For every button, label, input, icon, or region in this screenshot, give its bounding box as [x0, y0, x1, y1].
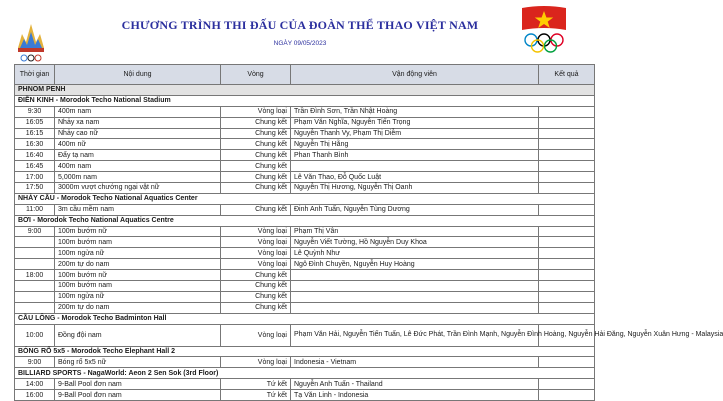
venue-row — [15, 95, 595, 106]
venue-label: BÓNG RỔ 5x5 - Morodok Techo Elephant Hall 2 — [15, 346, 595, 357]
event-content: Nhảy xa nam — [55, 117, 221, 128]
event-content: 200m tự do nam — [55, 259, 221, 270]
event-round: Chung kết — [221, 139, 291, 150]
event-athletes: Nguyễn Thanh Vy, Phạm Thị Diễm — [291, 128, 539, 139]
event-round: Chung kết — [221, 117, 291, 128]
region-label: PHNOM PENH — [15, 85, 595, 96]
event-athletes — [291, 302, 539, 313]
header-content: Nội dung — [55, 65, 221, 85]
event-athletes: Phạm Văn Hải, Nguyễn Tiến Tuấn, Lê Đức Phát, Trần Đình Mạnh, Nguyễn Đình Hoàng, Nguyễn Hải Đăng, Nguyễn Xuân Hưng - Malaysia — [291, 324, 539, 346]
venue-row — [15, 313, 595, 324]
venue-label: ĐIỀN KINH - Morodok Techo National Stadium — [15, 95, 595, 106]
event-content: 100m ngửa nữ — [55, 248, 221, 259]
event-content: 400m nam — [55, 106, 221, 117]
event-athletes: Nguyễn Thị Hằng — [291, 139, 539, 150]
event-result — [539, 161, 595, 172]
header-athletes: Vận động viên — [291, 65, 539, 85]
event-time: 9:00 — [15, 357, 55, 368]
event-round: Tứ kết — [221, 379, 291, 390]
event-athletes: Lê Văn Thao, Đỗ Quốc Luật — [291, 172, 539, 183]
table-row — [15, 226, 595, 237]
event-time: 10:00 — [15, 324, 55, 346]
event-content: 100m ngửa nữ — [55, 291, 221, 302]
table-row — [15, 324, 595, 346]
event-athletes: Lê Quỳnh Như — [291, 248, 539, 259]
table-row — [15, 237, 595, 248]
table-row — [15, 281, 595, 292]
event-result — [539, 237, 595, 248]
event-time: 17:50 — [15, 183, 55, 194]
event-round: Vòng loại — [221, 259, 291, 270]
event-time: 11:00 — [15, 204, 55, 215]
event-result — [539, 183, 595, 194]
page-title: CHƯƠNG TRÌNH THI ĐẤU CỦA ĐOÀN THỂ THAO VIỆT NAM — [121, 18, 479, 32]
event-athletes: Nguyễn Thị Hương, Nguyễn Thị Oanh — [291, 183, 539, 194]
event-content: 9-Ball Pool đơn nam — [55, 390, 221, 401]
event-time: 16:30 — [15, 139, 55, 150]
event-content: 200m tự do nam — [55, 302, 221, 313]
event-result — [539, 106, 595, 117]
table-row — [15, 302, 595, 313]
table-row — [15, 291, 595, 302]
table-row — [15, 183, 595, 194]
event-round: Chung kết — [221, 128, 291, 139]
table-row — [15, 204, 595, 215]
event-athletes: Tạ Văn Linh - Indonesia — [291, 390, 539, 401]
event-time: 16:15 — [15, 128, 55, 139]
venue-label: CẦU LÔNG - Morodok Techo Badminton Hall — [15, 313, 595, 324]
event-round: Chung kết — [221, 291, 291, 302]
event-result — [539, 390, 595, 401]
event-time — [15, 281, 55, 292]
table-row — [15, 259, 595, 270]
event-content: 3m cầu mềm nam — [55, 204, 221, 215]
table-row — [15, 161, 595, 172]
event-round: Chung kết — [221, 161, 291, 172]
event-athletes: Nguyễn Anh Tuấn - Thailand — [291, 379, 539, 390]
venue-row — [15, 215, 595, 226]
event-result — [539, 291, 595, 302]
table-row — [15, 128, 595, 139]
event-athletes: Indonesia - Vietnam — [291, 357, 539, 368]
event-content: 100m bướm nam — [55, 281, 221, 292]
event-time: 9:30 — [15, 106, 55, 117]
event-round: Chung kết — [221, 204, 291, 215]
event-time: 16:00 — [15, 390, 55, 401]
event-time — [15, 237, 55, 248]
event-round: Chung kết — [221, 302, 291, 313]
venue-row — [15, 368, 595, 379]
event-round: Vòng loại — [221, 357, 291, 368]
table-row — [15, 106, 595, 117]
event-athletes: Nguyễn Viết Tường, Hồ Nguyễn Duy Khoa — [291, 237, 539, 248]
event-time: 16:40 — [15, 150, 55, 161]
event-athletes — [291, 270, 539, 281]
event-result — [539, 379, 595, 390]
event-content: Nhảy cao nữ — [55, 128, 221, 139]
venue-label: BILLIARD SPORTS - NagaWorld: Aeon 2 Sen Sok (3rd Floor) — [15, 368, 595, 379]
header-result: Kết quả — [539, 65, 595, 85]
event-result — [539, 226, 595, 237]
table-row — [15, 248, 595, 259]
region-row — [15, 85, 595, 96]
event-time: 16:45 — [15, 161, 55, 172]
event-result — [539, 117, 595, 128]
event-athletes: Phạm Thị Vân — [291, 226, 539, 237]
event-round: Vòng loại — [221, 248, 291, 259]
event-round: Vòng loại — [221, 226, 291, 237]
table-row — [15, 379, 595, 390]
event-time: 14:00 — [15, 379, 55, 390]
event-round: Vòng loại — [221, 324, 291, 346]
event-result — [539, 302, 595, 313]
event-result — [539, 172, 595, 183]
table-row — [15, 270, 595, 281]
event-athletes: Trần Đình Sơn, Trần Nhật Hoàng — [291, 106, 539, 117]
event-round: Vòng loại — [221, 237, 291, 248]
vietnam-olympic-logo-icon — [514, 4, 574, 64]
event-result — [539, 128, 595, 139]
event-content: 3000m vượt chướng ngại vật nữ — [55, 183, 221, 194]
event-result — [539, 357, 595, 368]
table-header-row — [15, 65, 595, 85]
event-result — [539, 281, 595, 292]
event-content: 100m bướm nữ — [55, 226, 221, 237]
event-athletes — [291, 291, 539, 302]
venue-label: BƠI - Morodok Techo National Aquatics Centre — [15, 215, 595, 226]
event-time — [15, 291, 55, 302]
event-time: 17:00 — [15, 172, 55, 183]
table-row — [15, 357, 595, 368]
event-time: 9:00 — [15, 226, 55, 237]
event-round: Chung kết — [221, 183, 291, 194]
event-round: Chung kết — [221, 281, 291, 292]
event-content: Bóng rổ 5x5 nữ — [55, 357, 221, 368]
table-row — [15, 150, 595, 161]
event-result — [539, 259, 595, 270]
schedule-body — [15, 85, 723, 401]
event-athletes: Phạm Văn Nghĩa, Nguyễn Tiến Trọng — [291, 117, 539, 128]
table-row — [15, 139, 595, 150]
page-date: NGÀY 09/05/2023 — [273, 40, 327, 47]
venue-label: NHẢY CẦU - Morodok Techo National Aquatics Center — [15, 193, 595, 204]
event-athletes: Đinh Anh Tuấn, Nguyễn Tùng Dương — [291, 204, 539, 215]
event-result — [539, 248, 595, 259]
event-result — [539, 139, 595, 150]
event-content: Đồng đội nam — [55, 324, 221, 346]
event-content: Đẩy tạ nam — [55, 150, 221, 161]
schedule-table — [14, 64, 723, 401]
event-round: Chung kết — [221, 150, 291, 161]
event-time — [15, 248, 55, 259]
event-athletes — [291, 161, 539, 172]
event-result — [539, 150, 595, 161]
event-time: 16:05 — [15, 117, 55, 128]
table-row — [15, 117, 595, 128]
event-content: 100m bướm nam — [55, 237, 221, 248]
table-row — [15, 172, 595, 183]
event-time — [15, 259, 55, 270]
venue-row — [15, 346, 595, 357]
event-athletes: Ngô Đình Chuyền, Nguyễn Huy Hoàng — [291, 259, 539, 270]
header-round: Vòng — [221, 65, 291, 85]
table-row — [15, 390, 595, 401]
event-time — [15, 302, 55, 313]
event-content: 100m bướm nữ — [55, 270, 221, 281]
event-content: 400m nam — [55, 161, 221, 172]
event-content: 5,000m nam — [55, 172, 221, 183]
event-result — [539, 204, 595, 215]
event-round: Chung kết — [221, 172, 291, 183]
event-round: Chung kết — [221, 270, 291, 281]
event-content: 9-Ball Pool đơn nam — [55, 379, 221, 390]
event-round: Tứ kết — [221, 390, 291, 401]
event-content: 400m nữ — [55, 139, 221, 150]
event-round: Vòng loại — [221, 106, 291, 117]
venue-row — [15, 193, 595, 204]
header-time: Thời gian — [15, 65, 55, 85]
event-result — [539, 270, 595, 281]
event-athletes: Phan Thanh Bình — [291, 150, 539, 161]
event-time: 18:00 — [15, 270, 55, 281]
event-athletes — [291, 281, 539, 292]
